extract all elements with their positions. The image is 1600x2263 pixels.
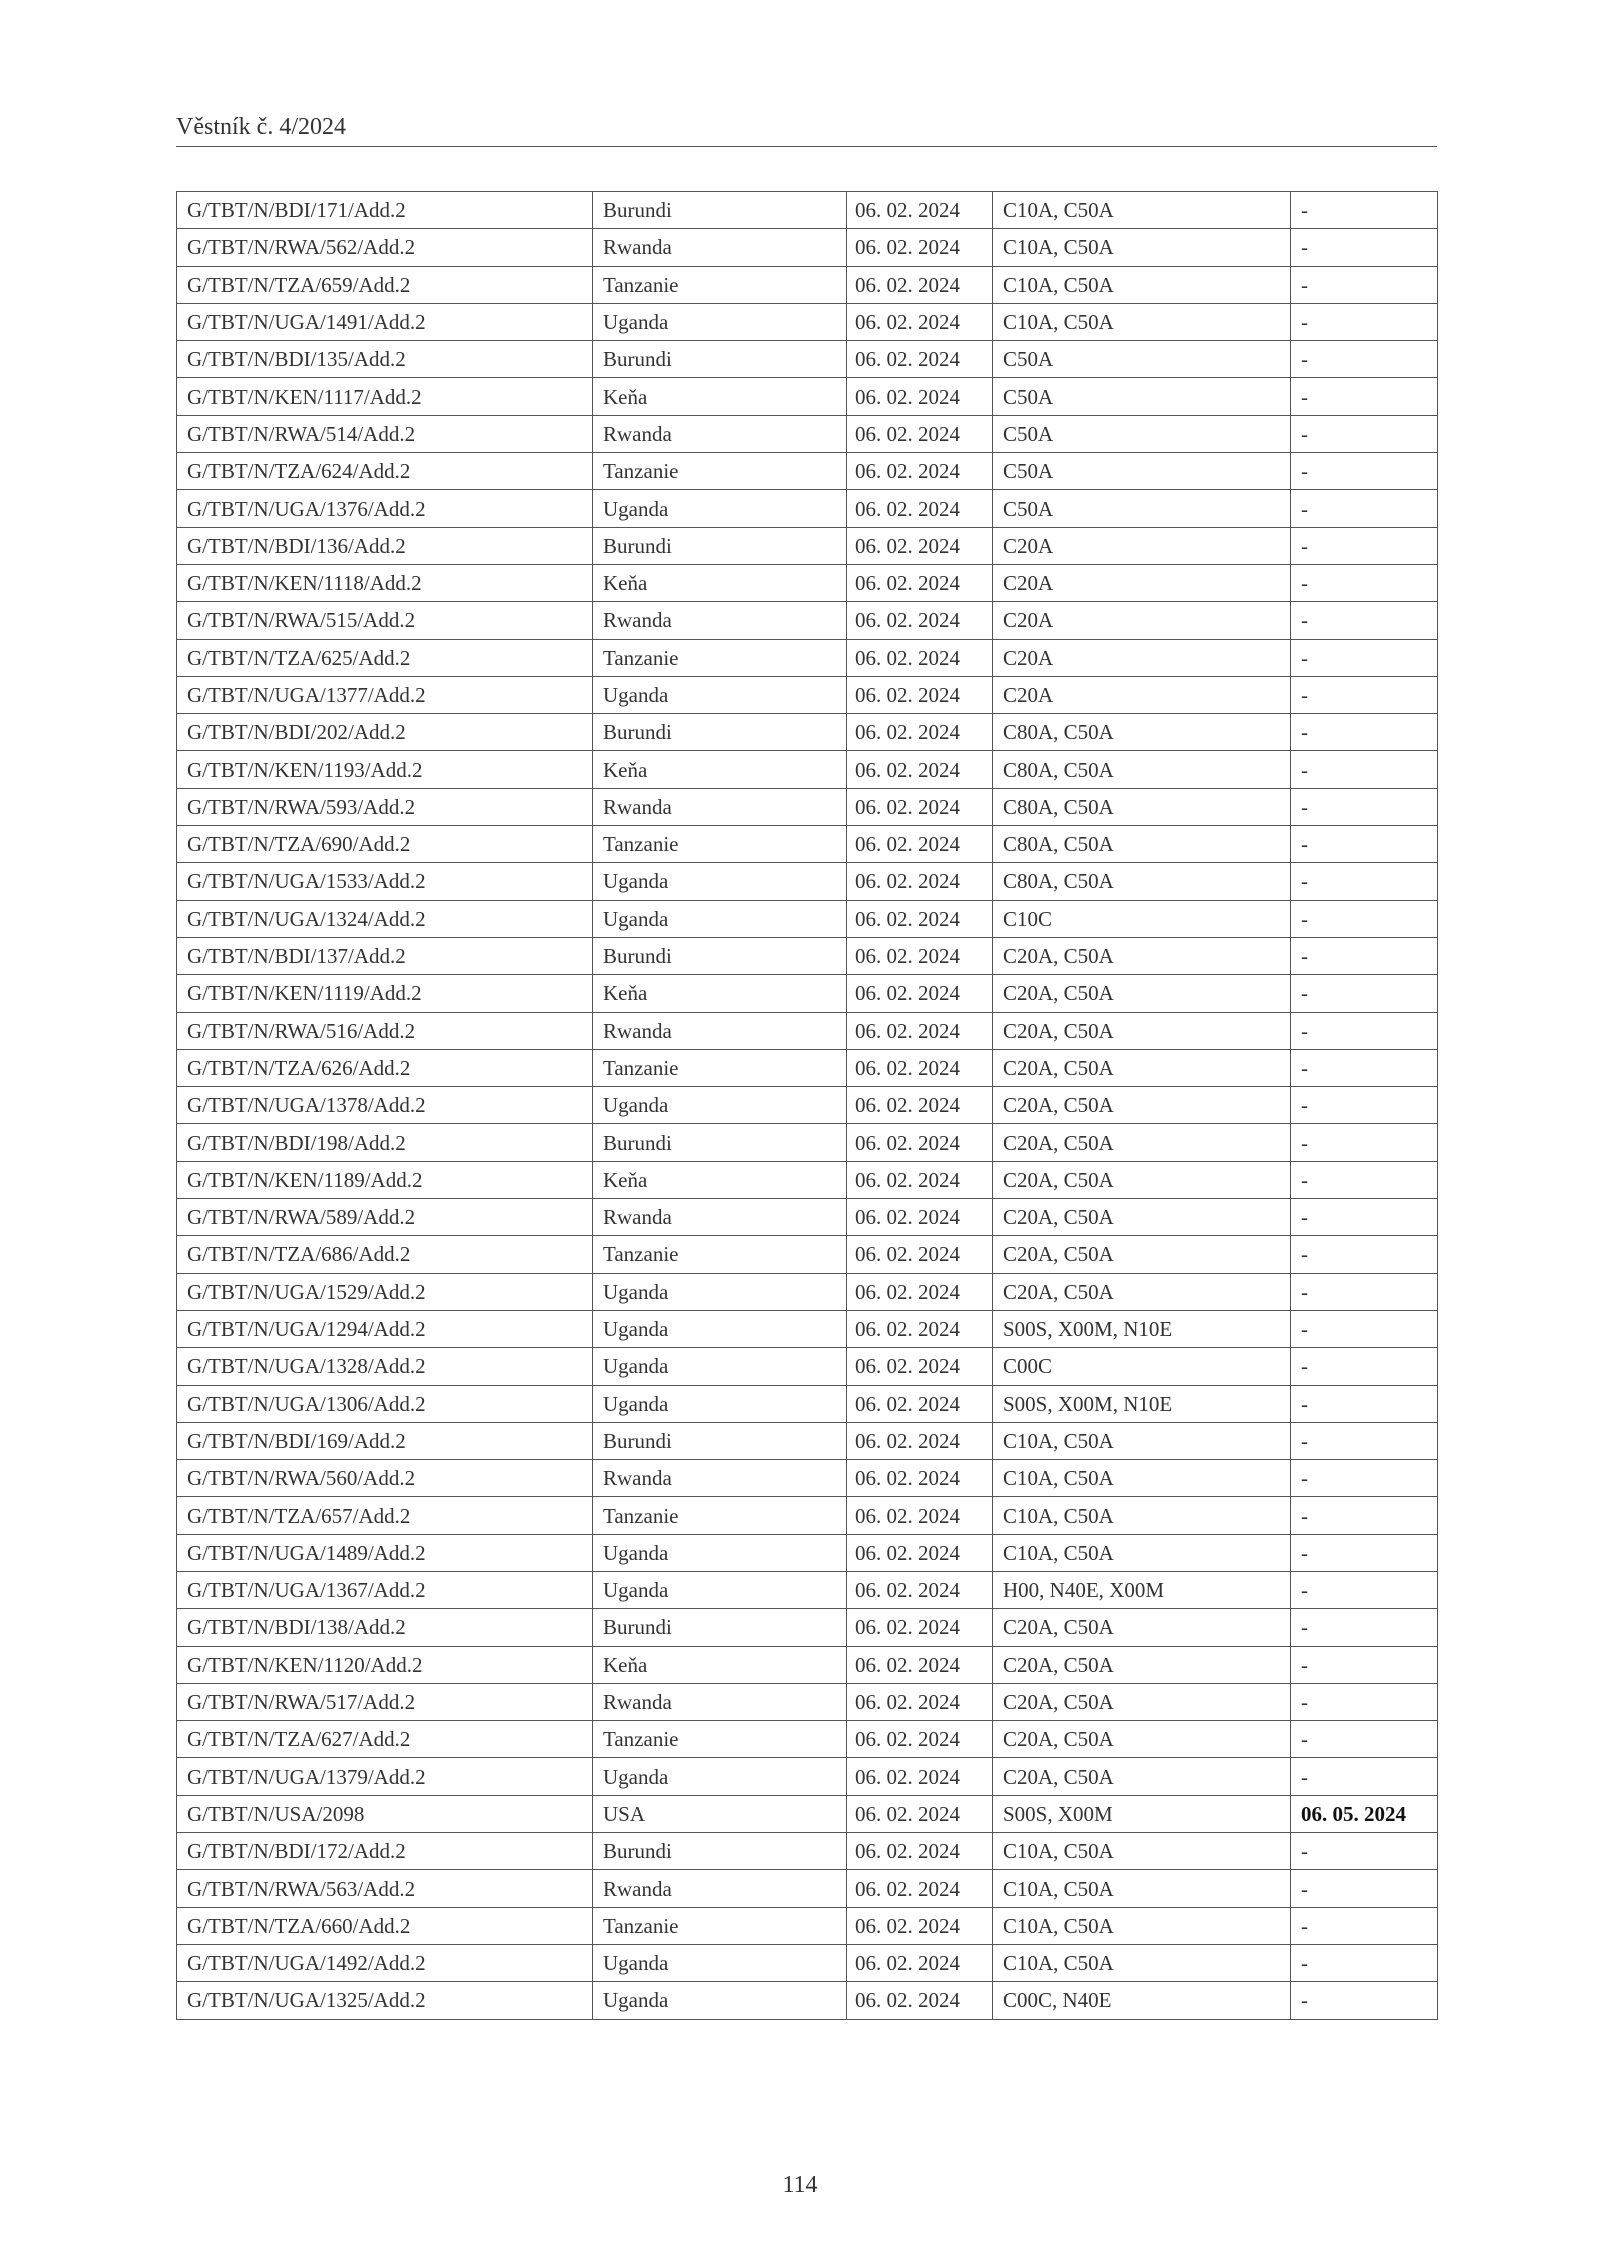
classification-codes-cell: C80A, C50A [993,714,1291,751]
classification-codes-cell: C20A, C50A [993,1236,1291,1273]
notification-symbol-cell: G/TBT/N/BDI/171/Add.2 [177,192,593,229]
country-cell: Tanzanie [593,1907,847,1944]
country-cell: Uganda [593,1571,847,1608]
country-cell: Rwanda [593,788,847,825]
date-cell: 06. 02. 2024 [847,1012,993,1049]
comment-deadline-cell: 06. 05. 2024 [1291,1795,1438,1832]
table-row [177,303,1438,340]
notification-symbol-cell: G/TBT/N/UGA/1529/Add.2 [177,1273,593,1310]
date-cell: 06. 02. 2024 [847,1907,993,1944]
country-cell: Tanzanie [593,826,847,863]
table-row [177,490,1438,527]
notification-symbol-cell: G/TBT/N/RWA/515/Add.2 [177,602,593,639]
notification-symbol-cell: G/TBT/N/UGA/1377/Add.2 [177,676,593,713]
comment-deadline-cell: - [1291,564,1438,601]
classification-codes-cell: C10A, C50A [993,303,1291,340]
date-cell: 06. 02. 2024 [847,341,993,378]
comment-deadline-cell: - [1291,1385,1438,1422]
date-cell: 06. 02. 2024 [847,1199,993,1236]
classification-codes-cell: C20A, C50A [993,1683,1291,1720]
table-row [177,714,1438,751]
classification-codes-cell: C20A, C50A [993,975,1291,1012]
comment-deadline-cell: - [1291,1310,1438,1347]
notification-symbol-cell: G/TBT/N/BDI/138/Add.2 [177,1609,593,1646]
country-cell: Uganda [593,863,847,900]
notification-symbol-cell: G/TBT/N/RWA/514/Add.2 [177,415,593,452]
classification-codes-cell: C50A [993,453,1291,490]
country-cell: Burundi [593,714,847,751]
country-cell: Rwanda [593,1012,847,1049]
comment-deadline-cell: - [1291,602,1438,639]
table-row [177,1161,1438,1198]
date-cell: 06. 02. 2024 [847,900,993,937]
table-row [177,453,1438,490]
country-cell: Burundi [593,1609,847,1646]
country-cell: Uganda [593,1534,847,1571]
classification-codes-cell: C00C [993,1348,1291,1385]
classification-codes-cell: S00S, X00M, N10E [993,1310,1291,1347]
date-cell: 06. 02. 2024 [847,714,993,751]
table-row [177,527,1438,564]
table-row [177,1534,1438,1571]
table-row [177,1870,1438,1907]
notification-symbol-cell: G/TBT/N/UGA/1294/Add.2 [177,1310,593,1347]
page-header [176,112,1437,147]
date-cell: 06. 02. 2024 [847,639,993,676]
notification-symbol-cell: G/TBT/N/TZA/625/Add.2 [177,639,593,676]
classification-codes-cell: C10A, C50A [993,1497,1291,1534]
date-cell: 06. 02. 2024 [847,1721,993,1758]
notification-symbol-cell: G/TBT/N/UGA/1376/Add.2 [177,490,593,527]
comment-deadline-cell: - [1291,1087,1438,1124]
country-cell: Burundi [593,1124,847,1161]
date-cell: 06. 02. 2024 [847,1049,993,1086]
classification-codes-cell: H00, N40E, X00M [993,1571,1291,1608]
classification-codes-cell: C20A [993,602,1291,639]
classification-codes-cell: C20A, C50A [993,1161,1291,1198]
table-row [177,415,1438,452]
country-cell: Burundi [593,341,847,378]
classification-codes-cell: C10A, C50A [993,1534,1291,1571]
comment-deadline-cell: - [1291,1721,1438,1758]
classification-codes-cell: C20A [993,564,1291,601]
date-cell: 06. 02. 2024 [847,788,993,825]
notification-symbol-cell: G/TBT/N/UGA/1489/Add.2 [177,1534,593,1571]
classification-codes-cell: C10A, C50A [993,1907,1291,1944]
date-cell: 06. 02. 2024 [847,564,993,601]
notification-symbol-cell: G/TBT/N/BDI/169/Add.2 [177,1422,593,1459]
date-cell: 06. 02. 2024 [847,1795,993,1832]
table-row [177,1833,1438,1870]
table-row [177,937,1438,974]
notification-symbol-cell: G/TBT/N/RWA/563/Add.2 [177,1870,593,1907]
country-cell: Keňa [593,378,847,415]
date-cell: 06. 02. 2024 [847,266,993,303]
table-row [177,1646,1438,1683]
notification-symbol-cell: G/TBT/N/UGA/1324/Add.2 [177,900,593,937]
date-cell: 06. 02. 2024 [847,1944,993,1981]
comment-deadline-cell: - [1291,1124,1438,1161]
country-cell: Uganda [593,1944,847,1981]
table-row [177,602,1438,639]
table-row [177,1273,1438,1310]
notification-symbol-cell: G/TBT/N/KEN/1189/Add.2 [177,1161,593,1198]
date-cell: 06. 02. 2024 [847,602,993,639]
comment-deadline-cell: - [1291,1199,1438,1236]
country-cell: Uganda [593,1982,847,2019]
comment-deadline-cell: - [1291,676,1438,713]
date-cell: 06. 02. 2024 [847,676,993,713]
comment-deadline-cell: - [1291,1049,1438,1086]
classification-codes-cell: C20A, C50A [993,1012,1291,1049]
comment-deadline-cell: - [1291,527,1438,564]
table-row [177,975,1438,1012]
table-row [177,751,1438,788]
table-row [177,1758,1438,1795]
date-cell: 06. 02. 2024 [847,1087,993,1124]
table-row [177,1348,1438,1385]
classification-codes-cell: C10A, C50A [993,266,1291,303]
comment-deadline-cell: - [1291,1422,1438,1459]
notification-symbol-cell: G/TBT/N/TZA/624/Add.2 [177,453,593,490]
table-row [177,1087,1438,1124]
classification-codes-cell: C10A, C50A [993,1944,1291,1981]
date-cell: 06. 02. 2024 [847,1683,993,1720]
country-cell: Tanzanie [593,1049,847,1086]
classification-codes-cell: C20A [993,527,1291,564]
classification-codes-cell: C80A, C50A [993,826,1291,863]
comment-deadline-cell: - [1291,975,1438,1012]
date-cell: 06. 02. 2024 [847,415,993,452]
country-cell: Tanzanie [593,1236,847,1273]
date-cell: 06. 02. 2024 [847,378,993,415]
date-cell: 06. 02. 2024 [847,1497,993,1534]
comment-deadline-cell: - [1291,863,1438,900]
notifications-table-body [177,192,1438,2020]
country-cell: USA [593,1795,847,1832]
classification-codes-cell: C80A, C50A [993,788,1291,825]
country-cell: Rwanda [593,415,847,452]
comment-deadline-cell: - [1291,788,1438,825]
comment-deadline-cell: - [1291,1758,1438,1795]
table-row [177,639,1438,676]
notification-symbol-cell: G/TBT/N/RWA/593/Add.2 [177,788,593,825]
classification-codes-cell: C10C [993,900,1291,937]
country-cell: Tanzanie [593,1497,847,1534]
page-title: Věstník č. 4/2024 [176,114,346,140]
comment-deadline-cell: - [1291,1012,1438,1049]
classification-codes-cell: C20A, C50A [993,1646,1291,1683]
date-cell: 06. 02. 2024 [847,1422,993,1459]
table-row [177,863,1438,900]
table-row [177,1982,1438,2019]
comment-deadline-cell: - [1291,1833,1438,1870]
date-cell: 06. 02. 2024 [847,1646,993,1683]
country-cell: Burundi [593,937,847,974]
comment-deadline-cell: - [1291,303,1438,340]
classification-codes-cell: C50A [993,490,1291,527]
notification-symbol-cell: G/TBT/N/UGA/1328/Add.2 [177,1348,593,1385]
table-row [177,229,1438,266]
country-cell: Keňa [593,1161,847,1198]
notification-symbol-cell: G/TBT/N/KEN/1118/Add.2 [177,564,593,601]
country-cell: Keňa [593,564,847,601]
comment-deadline-cell: - [1291,1571,1438,1608]
table-row [177,1012,1438,1049]
table-row [177,1944,1438,1981]
date-cell: 06. 02. 2024 [847,863,993,900]
notification-symbol-cell: G/TBT/N/TZA/686/Add.2 [177,1236,593,1273]
comment-deadline-cell: - [1291,1460,1438,1497]
notification-symbol-cell: G/TBT/N/BDI/202/Add.2 [177,714,593,751]
table-row [177,266,1438,303]
notification-symbol-cell: G/TBT/N/RWA/560/Add.2 [177,1460,593,1497]
table-row [177,564,1438,601]
notification-symbol-cell: G/TBT/N/KEN/1119/Add.2 [177,975,593,1012]
classification-codes-cell: C20A, C50A [993,1087,1291,1124]
classification-codes-cell: C10A, C50A [993,1870,1291,1907]
comment-deadline-cell: - [1291,1646,1438,1683]
table-row [177,1795,1438,1832]
classification-codes-cell: C20A, C50A [993,1609,1291,1646]
notification-symbol-cell: G/TBT/N/UGA/1306/Add.2 [177,1385,593,1422]
comment-deadline-cell: - [1291,1348,1438,1385]
comment-deadline-cell: - [1291,900,1438,937]
comment-deadline-cell: - [1291,415,1438,452]
date-cell: 06. 02. 2024 [847,1982,993,2019]
country-cell: Uganda [593,1348,847,1385]
comment-deadline-cell: - [1291,639,1438,676]
table-row [177,1310,1438,1347]
country-cell: Tanzanie [593,266,847,303]
country-cell: Uganda [593,676,847,713]
notification-symbol-cell: G/TBT/N/KEN/1117/Add.2 [177,378,593,415]
date-cell: 06. 02. 2024 [847,1534,993,1571]
country-cell: Rwanda [593,1683,847,1720]
classification-codes-cell: C50A [993,415,1291,452]
comment-deadline-cell: - [1291,378,1438,415]
comment-deadline-cell: - [1291,1273,1438,1310]
classification-codes-cell: C20A [993,676,1291,713]
table-row [177,1385,1438,1422]
classification-codes-cell: C50A [993,341,1291,378]
notification-symbol-cell: G/TBT/N/KEN/1120/Add.2 [177,1646,593,1683]
comment-deadline-cell: - [1291,1236,1438,1273]
comment-deadline-cell: - [1291,192,1438,229]
notification-symbol-cell: G/TBT/N/TZA/660/Add.2 [177,1907,593,1944]
comment-deadline-cell: - [1291,1870,1438,1907]
notification-symbol-cell: G/TBT/N/USA/2098 [177,1795,593,1832]
notification-symbol-cell: G/TBT/N/BDI/135/Add.2 [177,341,593,378]
table-row [177,1721,1438,1758]
classification-codes-cell: C10A, C50A [993,192,1291,229]
table-row [177,341,1438,378]
date-cell: 06. 02. 2024 [847,1571,993,1608]
date-cell: 06. 02. 2024 [847,1758,993,1795]
date-cell: 06. 02. 2024 [847,490,993,527]
date-cell: 06. 02. 2024 [847,1460,993,1497]
date-cell: 06. 02. 2024 [847,1161,993,1198]
date-cell: 06. 02. 2024 [847,229,993,266]
country-cell: Keňa [593,751,847,788]
notification-symbol-cell: G/TBT/N/UGA/1491/Add.2 [177,303,593,340]
notification-symbol-cell: G/TBT/N/UGA/1367/Add.2 [177,1571,593,1608]
notification-symbol-cell: G/TBT/N/BDI/172/Add.2 [177,1833,593,1870]
table-row [177,1199,1438,1236]
table-row [177,1049,1438,1086]
table-row [177,1571,1438,1608]
country-cell: Uganda [593,303,847,340]
country-cell: Burundi [593,192,847,229]
comment-deadline-cell: - [1291,1944,1438,1981]
table-row [177,1460,1438,1497]
comment-deadline-cell: - [1291,1609,1438,1646]
date-cell: 06. 02. 2024 [847,1609,993,1646]
table-row [177,1236,1438,1273]
country-cell: Tanzanie [593,1721,847,1758]
country-cell: Rwanda [593,602,847,639]
country-cell: Tanzanie [593,453,847,490]
country-cell: Burundi [593,1833,847,1870]
comment-deadline-cell: - [1291,751,1438,788]
classification-codes-cell: C00C, N40E [993,1982,1291,2019]
notifications-table [176,191,1438,2020]
notification-symbol-cell: G/TBT/N/RWA/589/Add.2 [177,1199,593,1236]
country-cell: Burundi [593,1422,847,1459]
comment-deadline-cell: - [1291,1683,1438,1720]
country-cell: Uganda [593,1273,847,1310]
classification-codes-cell: C10A, C50A [993,229,1291,266]
notification-symbol-cell: G/TBT/N/UGA/1533/Add.2 [177,863,593,900]
date-cell: 06. 02. 2024 [847,975,993,1012]
country-cell: Keňa [593,1646,847,1683]
date-cell: 06. 02. 2024 [847,1273,993,1310]
country-cell: Burundi [593,527,847,564]
table-row [177,788,1438,825]
notification-symbol-cell: G/TBT/N/UGA/1325/Add.2 [177,1982,593,2019]
page-number: 114 [782,2172,818,2198]
date-cell: 06. 02. 2024 [847,1124,993,1161]
date-cell: 06. 02. 2024 [847,527,993,564]
classification-codes-cell: C20A, C50A [993,1199,1291,1236]
table-row [177,1907,1438,1944]
notification-symbol-cell: G/TBT/N/TZA/659/Add.2 [177,266,593,303]
classification-codes-cell: C20A, C50A [993,937,1291,974]
notification-symbol-cell: G/TBT/N/RWA/517/Add.2 [177,1683,593,1720]
country-cell: Uganda [593,900,847,937]
table-row [177,1609,1438,1646]
comment-deadline-cell: - [1291,937,1438,974]
comment-deadline-cell: - [1291,1534,1438,1571]
notification-symbol-cell: G/TBT/N/RWA/516/Add.2 [177,1012,593,1049]
country-cell: Uganda [593,1385,847,1422]
table-row [177,1683,1438,1720]
classification-codes-cell: C10A, C50A [993,1833,1291,1870]
table-row [177,676,1438,713]
table-row [177,192,1438,229]
notification-symbol-cell: G/TBT/N/UGA/1379/Add.2 [177,1758,593,1795]
country-cell: Uganda [593,1087,847,1124]
classification-codes-cell: C50A [993,378,1291,415]
date-cell: 06. 02. 2024 [847,1310,993,1347]
classification-codes-cell: C80A, C50A [993,863,1291,900]
country-cell: Uganda [593,1310,847,1347]
table-row [177,1422,1438,1459]
comment-deadline-cell: - [1291,826,1438,863]
table-row [177,378,1438,415]
table-row [177,900,1438,937]
country-cell: Rwanda [593,1460,847,1497]
notification-symbol-cell: G/TBT/N/BDI/136/Add.2 [177,527,593,564]
notification-symbol-cell: G/TBT/N/RWA/562/Add.2 [177,229,593,266]
date-cell: 06. 02. 2024 [847,1833,993,1870]
classification-codes-cell: C20A, C50A [993,1124,1291,1161]
date-cell: 06. 02. 2024 [847,937,993,974]
classification-codes-cell: C80A, C50A [993,751,1291,788]
notification-symbol-cell: G/TBT/N/KEN/1193/Add.2 [177,751,593,788]
country-cell: Rwanda [593,1870,847,1907]
comment-deadline-cell: - [1291,1161,1438,1198]
classification-codes-cell: C20A, C50A [993,1273,1291,1310]
classification-codes-cell: C10A, C50A [993,1422,1291,1459]
comment-deadline-cell: - [1291,714,1438,751]
notification-symbol-cell: G/TBT/N/UGA/1378/Add.2 [177,1087,593,1124]
comment-deadline-cell: - [1291,229,1438,266]
notification-symbol-cell: G/TBT/N/BDI/198/Add.2 [177,1124,593,1161]
comment-deadline-cell: - [1291,266,1438,303]
date-cell: 06. 02. 2024 [847,192,993,229]
table-row [177,1497,1438,1534]
classification-codes-cell: S00S, X00M [993,1795,1291,1832]
date-cell: 06. 02. 2024 [847,826,993,863]
country-cell: Rwanda [593,229,847,266]
notification-symbol-cell: G/TBT/N/UGA/1492/Add.2 [177,1944,593,1981]
country-cell: Rwanda [593,1199,847,1236]
notification-symbol-cell: G/TBT/N/TZA/690/Add.2 [177,826,593,863]
notification-symbol-cell: G/TBT/N/TZA/657/Add.2 [177,1497,593,1534]
country-cell: Uganda [593,490,847,527]
comment-deadline-cell: - [1291,1907,1438,1944]
date-cell: 06. 02. 2024 [847,1236,993,1273]
date-cell: 06. 02. 2024 [847,1385,993,1422]
classification-codes-cell: C20A, C50A [993,1721,1291,1758]
classification-codes-cell: C20A, C50A [993,1049,1291,1086]
country-cell: Keňa [593,975,847,1012]
classification-codes-cell: C10A, C50A [993,1460,1291,1497]
notification-symbol-cell: G/TBT/N/BDI/137/Add.2 [177,937,593,974]
comment-deadline-cell: - [1291,1982,1438,2019]
comment-deadline-cell: - [1291,453,1438,490]
date-cell: 06. 02. 2024 [847,453,993,490]
date-cell: 06. 02. 2024 [847,1870,993,1907]
classification-codes-cell: S00S, X00M, N10E [993,1385,1291,1422]
country-cell: Tanzanie [593,639,847,676]
comment-deadline-cell: - [1291,341,1438,378]
table-row [177,1124,1438,1161]
comment-deadline-cell: - [1291,490,1438,527]
notification-symbol-cell: G/TBT/N/TZA/627/Add.2 [177,1721,593,1758]
table-row [177,826,1438,863]
date-cell: 06. 02. 2024 [847,303,993,340]
country-cell: Uganda [593,1758,847,1795]
date-cell: 06. 02. 2024 [847,751,993,788]
classification-codes-cell: C20A, C50A [993,1758,1291,1795]
classification-codes-cell: C20A [993,639,1291,676]
comment-deadline-cell: - [1291,1497,1438,1534]
notification-symbol-cell: G/TBT/N/TZA/626/Add.2 [177,1049,593,1086]
date-cell: 06. 02. 2024 [847,1348,993,1385]
